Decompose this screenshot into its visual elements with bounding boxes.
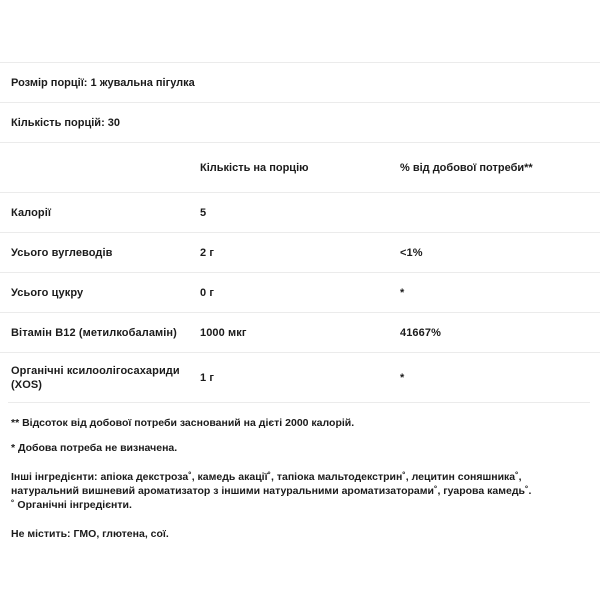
row-name-cell xyxy=(0,353,200,403)
header-nutrient-name xyxy=(0,143,200,193)
table-row xyxy=(0,193,600,233)
row-dv-cell xyxy=(400,313,600,353)
header-amount-per-serving: Кількість на порцію xyxy=(200,143,400,193)
nutrient-daily-value: 41667% xyxy=(400,326,441,339)
nutrient-amount: 0 г xyxy=(200,286,215,299)
nutrient-amount: 2 г xyxy=(200,246,215,259)
table-row xyxy=(0,273,600,313)
supplement-facts-table xyxy=(0,62,600,402)
nutrient-name: Вітамін B12 (метилкобаламін) xyxy=(11,326,177,339)
footnote-daily-value-basis: ** Відсоток від добової потреби заснований на дієті 2000 калорій. xyxy=(11,417,355,429)
free-from-text: Не містить: ГМО, глютена, сої. xyxy=(11,528,169,540)
servings-per-container-text: Кількість порцій: 30 xyxy=(11,116,121,129)
top-spacer xyxy=(0,0,600,62)
nutrient-amount: 1 г xyxy=(200,371,215,384)
row-dv-cell xyxy=(400,353,600,403)
nutrient-amount: 5 xyxy=(200,206,207,219)
row-amount-cell xyxy=(200,313,400,353)
row-dv-cell xyxy=(400,273,600,313)
nutrient-daily-value: * xyxy=(400,286,405,299)
nutrient-daily-value: <1% xyxy=(400,246,423,259)
nutrient-name: Усього цукру xyxy=(11,286,84,299)
row-dv-cell xyxy=(400,193,600,233)
footnotes-section xyxy=(0,403,600,455)
nutrient-name: Органічні ксилоолігосахариди (XOS) xyxy=(11,364,180,391)
row-amount-cell xyxy=(200,193,400,233)
serving-size-cell xyxy=(0,63,600,103)
nutrient-daily-value: * xyxy=(400,371,405,384)
table-row xyxy=(0,353,600,403)
row-dv-cell xyxy=(400,233,600,273)
serving-size-row xyxy=(0,63,600,103)
serving-size-text: Розмір порції: 1 жувальна пігулка xyxy=(11,76,195,89)
row-amount-cell xyxy=(200,273,400,313)
row-amount-cell xyxy=(200,233,400,273)
nutrient-amount: 1000 мкг xyxy=(200,326,247,339)
nutrient-name: Усього вуглеводів xyxy=(11,246,113,259)
row-name-cell xyxy=(0,273,200,313)
table-row xyxy=(0,313,600,353)
servings-per-container-row xyxy=(0,103,600,143)
ingredients-section xyxy=(0,455,600,512)
footnote-daily-value-not-established: * Добова потреба не визначена. xyxy=(11,442,178,454)
header-percent-daily-value: % від добової потреби** xyxy=(400,143,600,193)
row-name-cell xyxy=(0,193,200,233)
free-from-section xyxy=(0,512,600,541)
row-name-cell xyxy=(0,313,200,353)
table-row xyxy=(0,233,600,273)
row-name-cell xyxy=(0,233,200,273)
organic-ingredients-note: ˚ Органічні інгредієнти. xyxy=(11,499,132,511)
servings-per-container-cell xyxy=(0,103,600,143)
nutrient-name: Калорії xyxy=(11,206,52,219)
table-header-row xyxy=(0,143,600,193)
row-amount-cell xyxy=(200,353,400,403)
other-ingredients-text: Інші інгредієнти: апіока декстроза˚, камедь акації˚, тапіока мальтодекстрин˚, лецитин соняшника˚, натуральний вишневий ароматизатор з іншими натуральними ароматизаторами˚, гуарова камедь˚. xyxy=(11,471,532,497)
